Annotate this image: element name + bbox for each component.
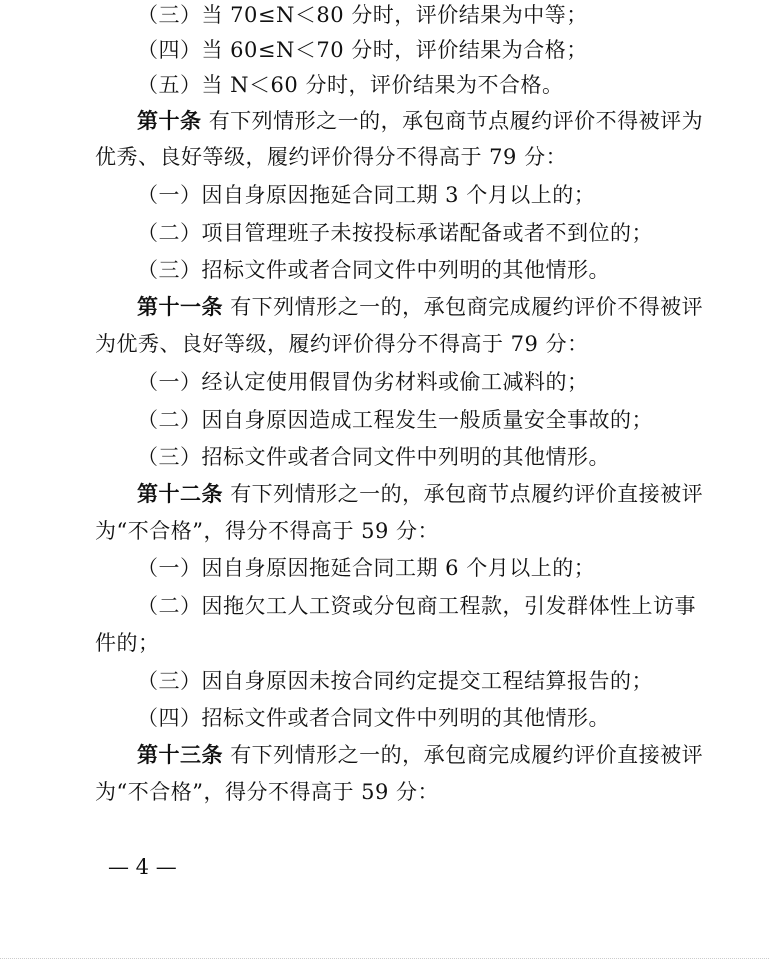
article-text: 有下列情形之一的，承包商节点履约评价不得被评为 (208, 109, 704, 133)
article-heading: 第十三条 (137, 743, 223, 767)
text-line: 件的； (95, 631, 160, 655)
article-heading: 第十二条 (137, 482, 223, 506)
article-heading: 第十条 (137, 109, 202, 133)
article-11-line (137, 292, 704, 322)
text-line: （一）因自身原因拖延合同工期 6 个月以上的； (137, 556, 596, 580)
article-12-line (137, 479, 704, 509)
article-heading: 第十一条 (137, 295, 223, 319)
scan-edge-divider (0, 958, 769, 959)
text-line: 为优秀、良好等级，履约评价得分不得高于 79 分： (95, 332, 589, 356)
article-text: 有下列情形之一的，承包商节点履约评价直接被评 (230, 482, 704, 506)
text-line: （五）当 N＜60 分时，评价结果为不合格。 (137, 73, 564, 97)
page-number: — 4 — (108, 855, 177, 879)
text-line: 为“不合格”，得分不得高于 59 分： (95, 780, 440, 804)
text-line: （四）招标文件或者合同文件中列明的其他情形。 (137, 706, 610, 730)
article-text: 有下列情形之一的，承包商完成履约评价不得被评 (230, 295, 704, 319)
text-line: （三）当 70≤N＜80 分时，评价结果为中等； (137, 3, 588, 27)
text-line: （二）因自身原因造成工程发生一般质量安全事故的； (137, 408, 653, 432)
article-13-line (137, 740, 704, 770)
text-line: （二）项目管理班子未按投标承诺配备或者不到位的； (137, 221, 653, 245)
article-text: 有下列情形之一的，承包商完成履约评价直接被评 (230, 743, 704, 767)
text-line: （二）因拖欠工人工资或分包商工程款，引发群体性上访事 (137, 594, 696, 618)
text-line: （四）当 60≤N＜70 分时，评价结果为合格； (137, 38, 588, 62)
text-line: （一）因自身原因拖延合同工期 3 个月以上的； (137, 183, 596, 207)
text-line: 为“不合格”，得分不得高于 59 分： (95, 519, 440, 543)
text-line: 优秀、良好等级，履约评价得分不得高于 79 分： (95, 145, 568, 169)
article-10-line (137, 106, 704, 136)
text-line: （一）经认定使用假冒伪劣材料或偷工减料的； (137, 370, 589, 394)
text-line: （三）因自身原因未按合同约定提交工程结算报告的； (137, 669, 653, 693)
text-line: （三）招标文件或者合同文件中列明的其他情形。 (137, 258, 610, 282)
text-line: （三）招标文件或者合同文件中列明的其他情形。 (137, 445, 610, 469)
